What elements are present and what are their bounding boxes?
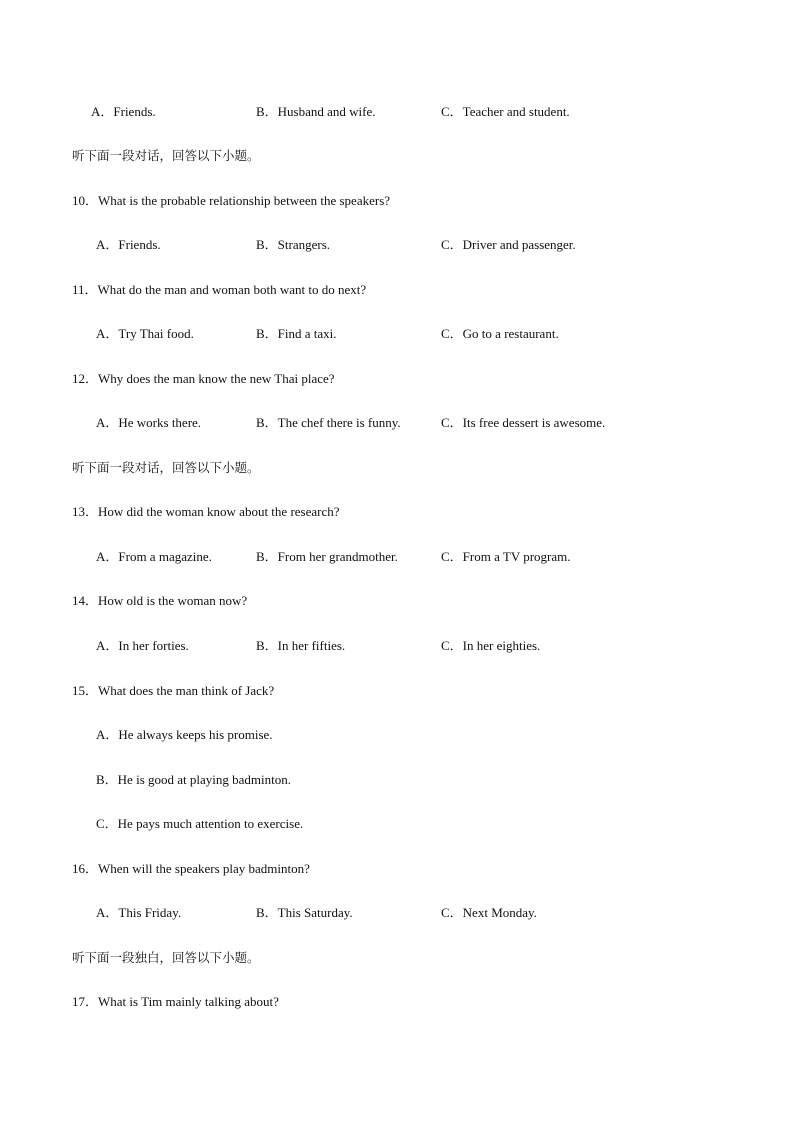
question-15-option-c <box>0 814 794 834</box>
option-a: A．He always keeps his promise. <box>96 727 273 742</box>
option-a: A．From a magazine. <box>96 549 212 564</box>
section-instruction <box>0 458 794 478</box>
question-stem: 15．What does the man think of Jack? <box>72 683 275 698</box>
question-15 <box>0 681 794 701</box>
option-b: B．Husband and wife. <box>256 104 376 119</box>
option-c: C．From a TV program. <box>441 549 571 564</box>
option-c: C．Driver and passenger. <box>441 237 576 252</box>
section-instruction <box>0 948 794 968</box>
option-a: A．Try Thai food. <box>96 326 194 341</box>
option-a: A．He works there. <box>96 415 202 430</box>
question-14 <box>0 591 794 611</box>
option-a: A．Friends. <box>96 237 161 252</box>
instruction-text: 听下面一段对话，回答以下小题。 <box>72 460 260 475</box>
option-c: C．Next Monday. <box>441 905 537 920</box>
question-17 <box>0 992 794 1012</box>
option-b: B．This Saturday. <box>256 905 353 920</box>
question-15-option-b <box>0 770 794 790</box>
question-stem: 10．What is the probable relationship between the speakers? <box>72 193 391 208</box>
option-a: A．In her forties. <box>96 638 189 653</box>
question-10-options <box>0 235 794 255</box>
option-c: C．Its free dessert is awesome. <box>441 415 606 430</box>
question-9-options <box>0 102 794 122</box>
question-12 <box>0 369 794 389</box>
question-stem: 13．How did the woman know about the research? <box>72 504 340 519</box>
option-b: B．From her grandmother. <box>256 549 398 564</box>
option-a: A．This Friday. <box>96 905 182 920</box>
option-b: B．Strangers. <box>256 237 331 252</box>
question-11 <box>0 280 794 300</box>
option-c: C．Go to a restaurant. <box>441 326 559 341</box>
question-stem: 14．How old is the woman now? <box>72 593 248 608</box>
option-c: C．Teacher and student. <box>441 104 570 119</box>
question-13 <box>0 502 794 522</box>
question-stem: 11．What do the man and woman both want to do next? <box>72 282 367 297</box>
question-14-options <box>0 636 794 656</box>
question-15-option-a <box>0 725 794 745</box>
option-b: B．He is good at playing badminton. <box>96 772 291 787</box>
question-stem: 12．Why does the man know the new Thai place? <box>72 371 335 386</box>
option-b: B．The chef there is funny. <box>256 415 401 430</box>
option-c: C．In her eighties. <box>441 638 541 653</box>
question-13-options <box>0 547 794 567</box>
option-b: B．Find a taxi. <box>256 326 337 341</box>
instruction-text: 听下面一段独白，回答以下小题。 <box>72 950 260 965</box>
question-10 <box>0 191 794 211</box>
option-c: C．He pays much attention to exercise. <box>96 816 304 831</box>
question-16 <box>0 859 794 879</box>
question-16-options <box>0 903 794 923</box>
section-instruction <box>0 146 794 166</box>
question-12-options <box>0 413 794 433</box>
option-b: B．In her fifties. <box>256 638 346 653</box>
question-stem: 17．What is Tim mainly talking about? <box>72 994 279 1009</box>
question-11-options <box>0 324 794 344</box>
instruction-text: 听下面一段对话，回答以下小题。 <box>72 148 260 163</box>
option-a: A．Friends. <box>91 104 156 119</box>
question-stem: 16．When will the speakers play badminton? <box>72 861 310 876</box>
